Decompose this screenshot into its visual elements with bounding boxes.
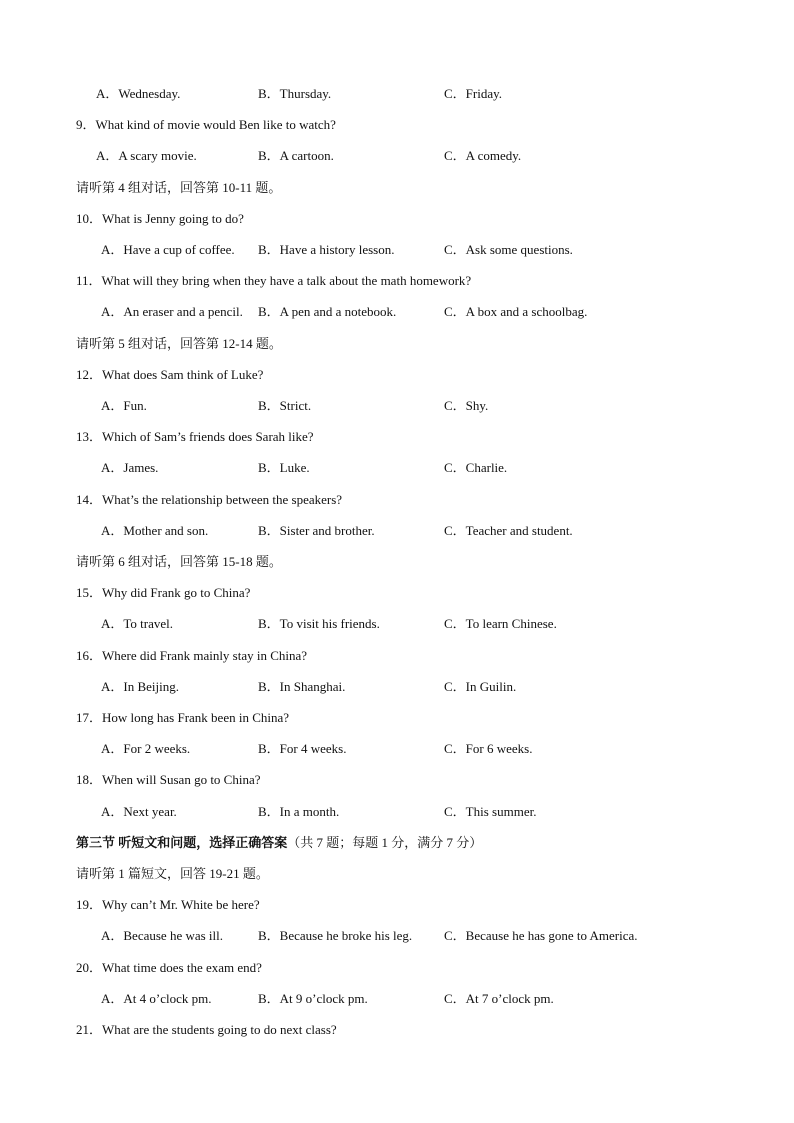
- option-b: B．In a month.: [258, 804, 340, 819]
- section-scoring: （共 7 题；每题 1 分，满分 7 分）: [287, 835, 483, 850]
- question-text: 19．Why can’t Mr. White be here?: [76, 897, 260, 912]
- option-c: C．A box and a schoolbag.: [444, 304, 588, 319]
- question-text: 14．What’s the relationship between the speakers?: [76, 492, 343, 507]
- option-a: A．A scary movie.: [96, 148, 197, 163]
- listening-instruction: 请听第 4 组对话，回答第 10-11 题。: [76, 180, 282, 195]
- question-text: 21．What are the students going to do next class?: [76, 1022, 337, 1037]
- question-text: 12．What does Sam think of Luke?: [76, 367, 264, 382]
- option-b: B．In Shanghai.: [258, 679, 346, 694]
- section-heading: [76, 832, 482, 851]
- option-c: C．Charlie.: [444, 460, 508, 475]
- option-a: A．Have a cup of coffee.: [101, 242, 235, 257]
- option-c: C．At 7 o’clock pm.: [444, 991, 554, 1006]
- option-c: C．This summer.: [444, 804, 537, 819]
- option-c: C．Friday.: [444, 86, 503, 101]
- question-text: 17．How long has Frank been in China?: [76, 710, 290, 725]
- listening-instruction: 请听第 6 组对话，回答第 15-18 题。: [76, 554, 282, 569]
- option-c: C．Shy.: [444, 398, 489, 413]
- option-c: C．For 6 weeks.: [444, 741, 533, 756]
- option-a: A．Because he was ill.: [101, 928, 224, 943]
- option-a: A．Wednesday.: [96, 86, 181, 101]
- option-c: C．Teacher and student.: [444, 523, 573, 538]
- question-text: 9．What kind of movie would Ben like to watch?: [76, 117, 336, 132]
- option-b: B．Because he broke his leg.: [258, 928, 413, 943]
- option-b: B．A pen and a notebook.: [258, 304, 397, 319]
- option-a: A．At 4 o’clock pm.: [101, 991, 212, 1006]
- option-a: A．Next year.: [101, 804, 177, 819]
- option-c: C．A comedy.: [444, 148, 522, 163]
- option-b: B．Luke.: [258, 460, 310, 475]
- option-a: A．Fun.: [101, 398, 147, 413]
- option-a: A．An eraser and a pencil.: [101, 304, 243, 319]
- question-text: 15．Why did Frank go to China?: [76, 585, 251, 600]
- listening-instruction: 请听第 5 组对话，回答第 12-14 题。: [76, 336, 282, 351]
- option-b: B．To visit his friends.: [258, 616, 380, 631]
- question-text: 13．Which of Sam’s friends does Sarah like?: [76, 429, 314, 444]
- option-a: A．Mother and son.: [101, 523, 209, 538]
- option-a: A．James.: [101, 460, 159, 475]
- option-b: B．For 4 weeks.: [258, 741, 347, 756]
- option-b: B．A cartoon.: [258, 148, 334, 163]
- option-b: B．At 9 o’clock pm.: [258, 991, 368, 1006]
- option-c: C．To learn Chinese.: [444, 616, 557, 631]
- option-a: A．For 2 weeks.: [101, 741, 191, 756]
- option-b: B．Have a history lesson.: [258, 242, 395, 257]
- option-b: B．Thursday.: [258, 86, 332, 101]
- option-c: C．Because he has gone to America.: [444, 928, 638, 943]
- question-text: 11．What will they bring when they have a talk about the math homework?: [76, 273, 472, 288]
- option-b: B．Sister and brother.: [258, 523, 375, 538]
- option-a: A．In Beijing.: [101, 679, 179, 694]
- option-c: C．In Guilin.: [444, 679, 517, 694]
- question-text: 20．What time does the exam end?: [76, 960, 262, 975]
- option-b: B．Strict.: [258, 398, 312, 413]
- section-title: 第三节 听短文和问题，选择正确答案: [76, 835, 288, 850]
- listening-instruction: 请听第 1 篇短文，回答 19-21 题。: [76, 866, 269, 881]
- question-text: 18．When will Susan go to China?: [76, 772, 261, 787]
- option-c: C．Ask some questions.: [444, 242, 573, 257]
- question-text: 10．What is Jenny going to do?: [76, 211, 244, 226]
- option-a: A．To travel.: [101, 616, 174, 631]
- question-text: 16．Where did Frank mainly stay in China?: [76, 648, 308, 663]
